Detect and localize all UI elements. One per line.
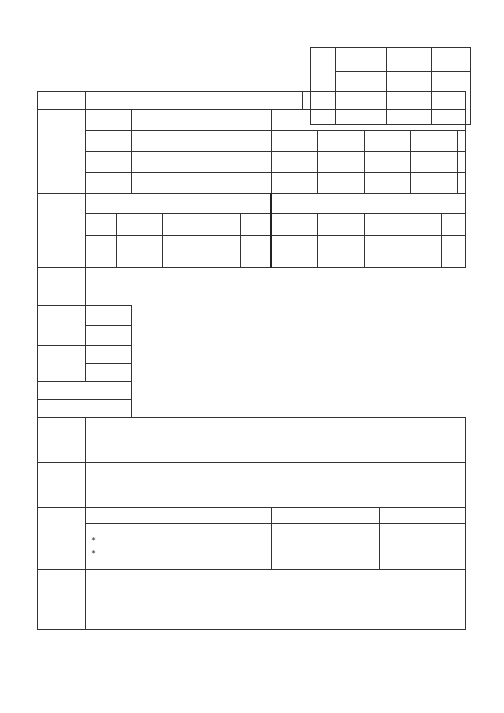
off-number-field[interactable] [271,236,318,268]
incident-cell[interactable] [411,152,458,173]
staff-row-name [85,131,132,152]
incidents-label [38,463,86,508]
approval-col-chief [387,48,432,72]
day-col-rank [116,214,163,236]
incident-col-extra[interactable] [411,131,458,152]
day-number-field[interactable] [85,236,116,268]
off-col-number [271,214,318,236]
staffing-label [38,110,86,194]
supervision-field[interactable] [85,570,465,630]
supervision-label [38,570,86,630]
incident-cell[interactable] [271,152,318,173]
staff-row-name [85,173,132,194]
orders-label [38,418,86,463]
day-col-sign [240,214,271,236]
incident-col-leave [364,131,411,152]
handover-items[interactable] [380,524,466,570]
day-col-name [163,214,241,236]
trip-label [38,400,132,418]
incident-header [271,110,465,131]
day-name-field[interactable] [163,236,241,268]
facility-items[interactable] [85,524,271,570]
patrol-row-2 [85,364,132,382]
day-shift-header [85,194,271,214]
patrol-row-1 [85,346,132,364]
facility-item-lights: * [91,548,96,558]
incident-col-training [271,131,318,152]
staff-row-unit[interactable] [132,131,272,152]
staff-row-name [85,152,132,173]
incidents-field[interactable] [85,463,465,508]
daily-check-label [38,508,86,570]
incident-cell[interactable] [364,173,411,194]
orders-field[interactable] [85,418,465,463]
off-shift-header [271,194,465,214]
incident-cell[interactable] [457,152,465,173]
off-name-field[interactable] [364,236,442,268]
formation-label [38,194,86,268]
date-empty [302,92,465,110]
log-table [37,91,466,630]
schedule-hours-row [38,268,466,306]
facility-header [85,508,271,524]
incident-cell[interactable] [318,173,365,194]
day-col-number [85,214,116,236]
incident-col-trip [318,131,365,152]
incident-cell[interactable] [457,173,465,194]
date-field[interactable] [85,92,302,110]
off-col-name [364,214,442,236]
incident-col-end[interactable] [457,131,465,152]
guard-row-standby [85,326,132,346]
staff-row-unit[interactable] [132,152,272,173]
facility-item-fence: * [91,535,96,545]
incident-cell[interactable] [271,173,318,194]
incident-cell[interactable] [411,173,458,194]
incident-cell[interactable] [364,152,411,173]
staff-row-unit[interactable] [132,173,272,194]
off-col-sign [442,214,466,236]
day-rank-field[interactable] [116,236,163,268]
off-col-rank [318,214,365,236]
staff-row-unit[interactable] [132,110,272,131]
approval-col-handler [336,48,387,72]
patrol-label [38,346,86,382]
staff-row-name [85,110,132,131]
approval-col-manager [432,48,471,72]
schedule-label [38,268,86,306]
off-rank-field[interactable] [318,236,365,268]
weapons-header [271,508,380,524]
day-sign-field[interactable] [240,236,271,268]
incident-cell[interactable] [318,152,365,173]
handover-header [380,508,466,524]
weapons-items[interactable] [271,524,380,570]
date-label [38,92,86,110]
off-sign-field[interactable] [442,236,466,268]
guard-row-duty [85,306,132,326]
training-label [38,382,132,400]
guard-label [38,306,86,346]
